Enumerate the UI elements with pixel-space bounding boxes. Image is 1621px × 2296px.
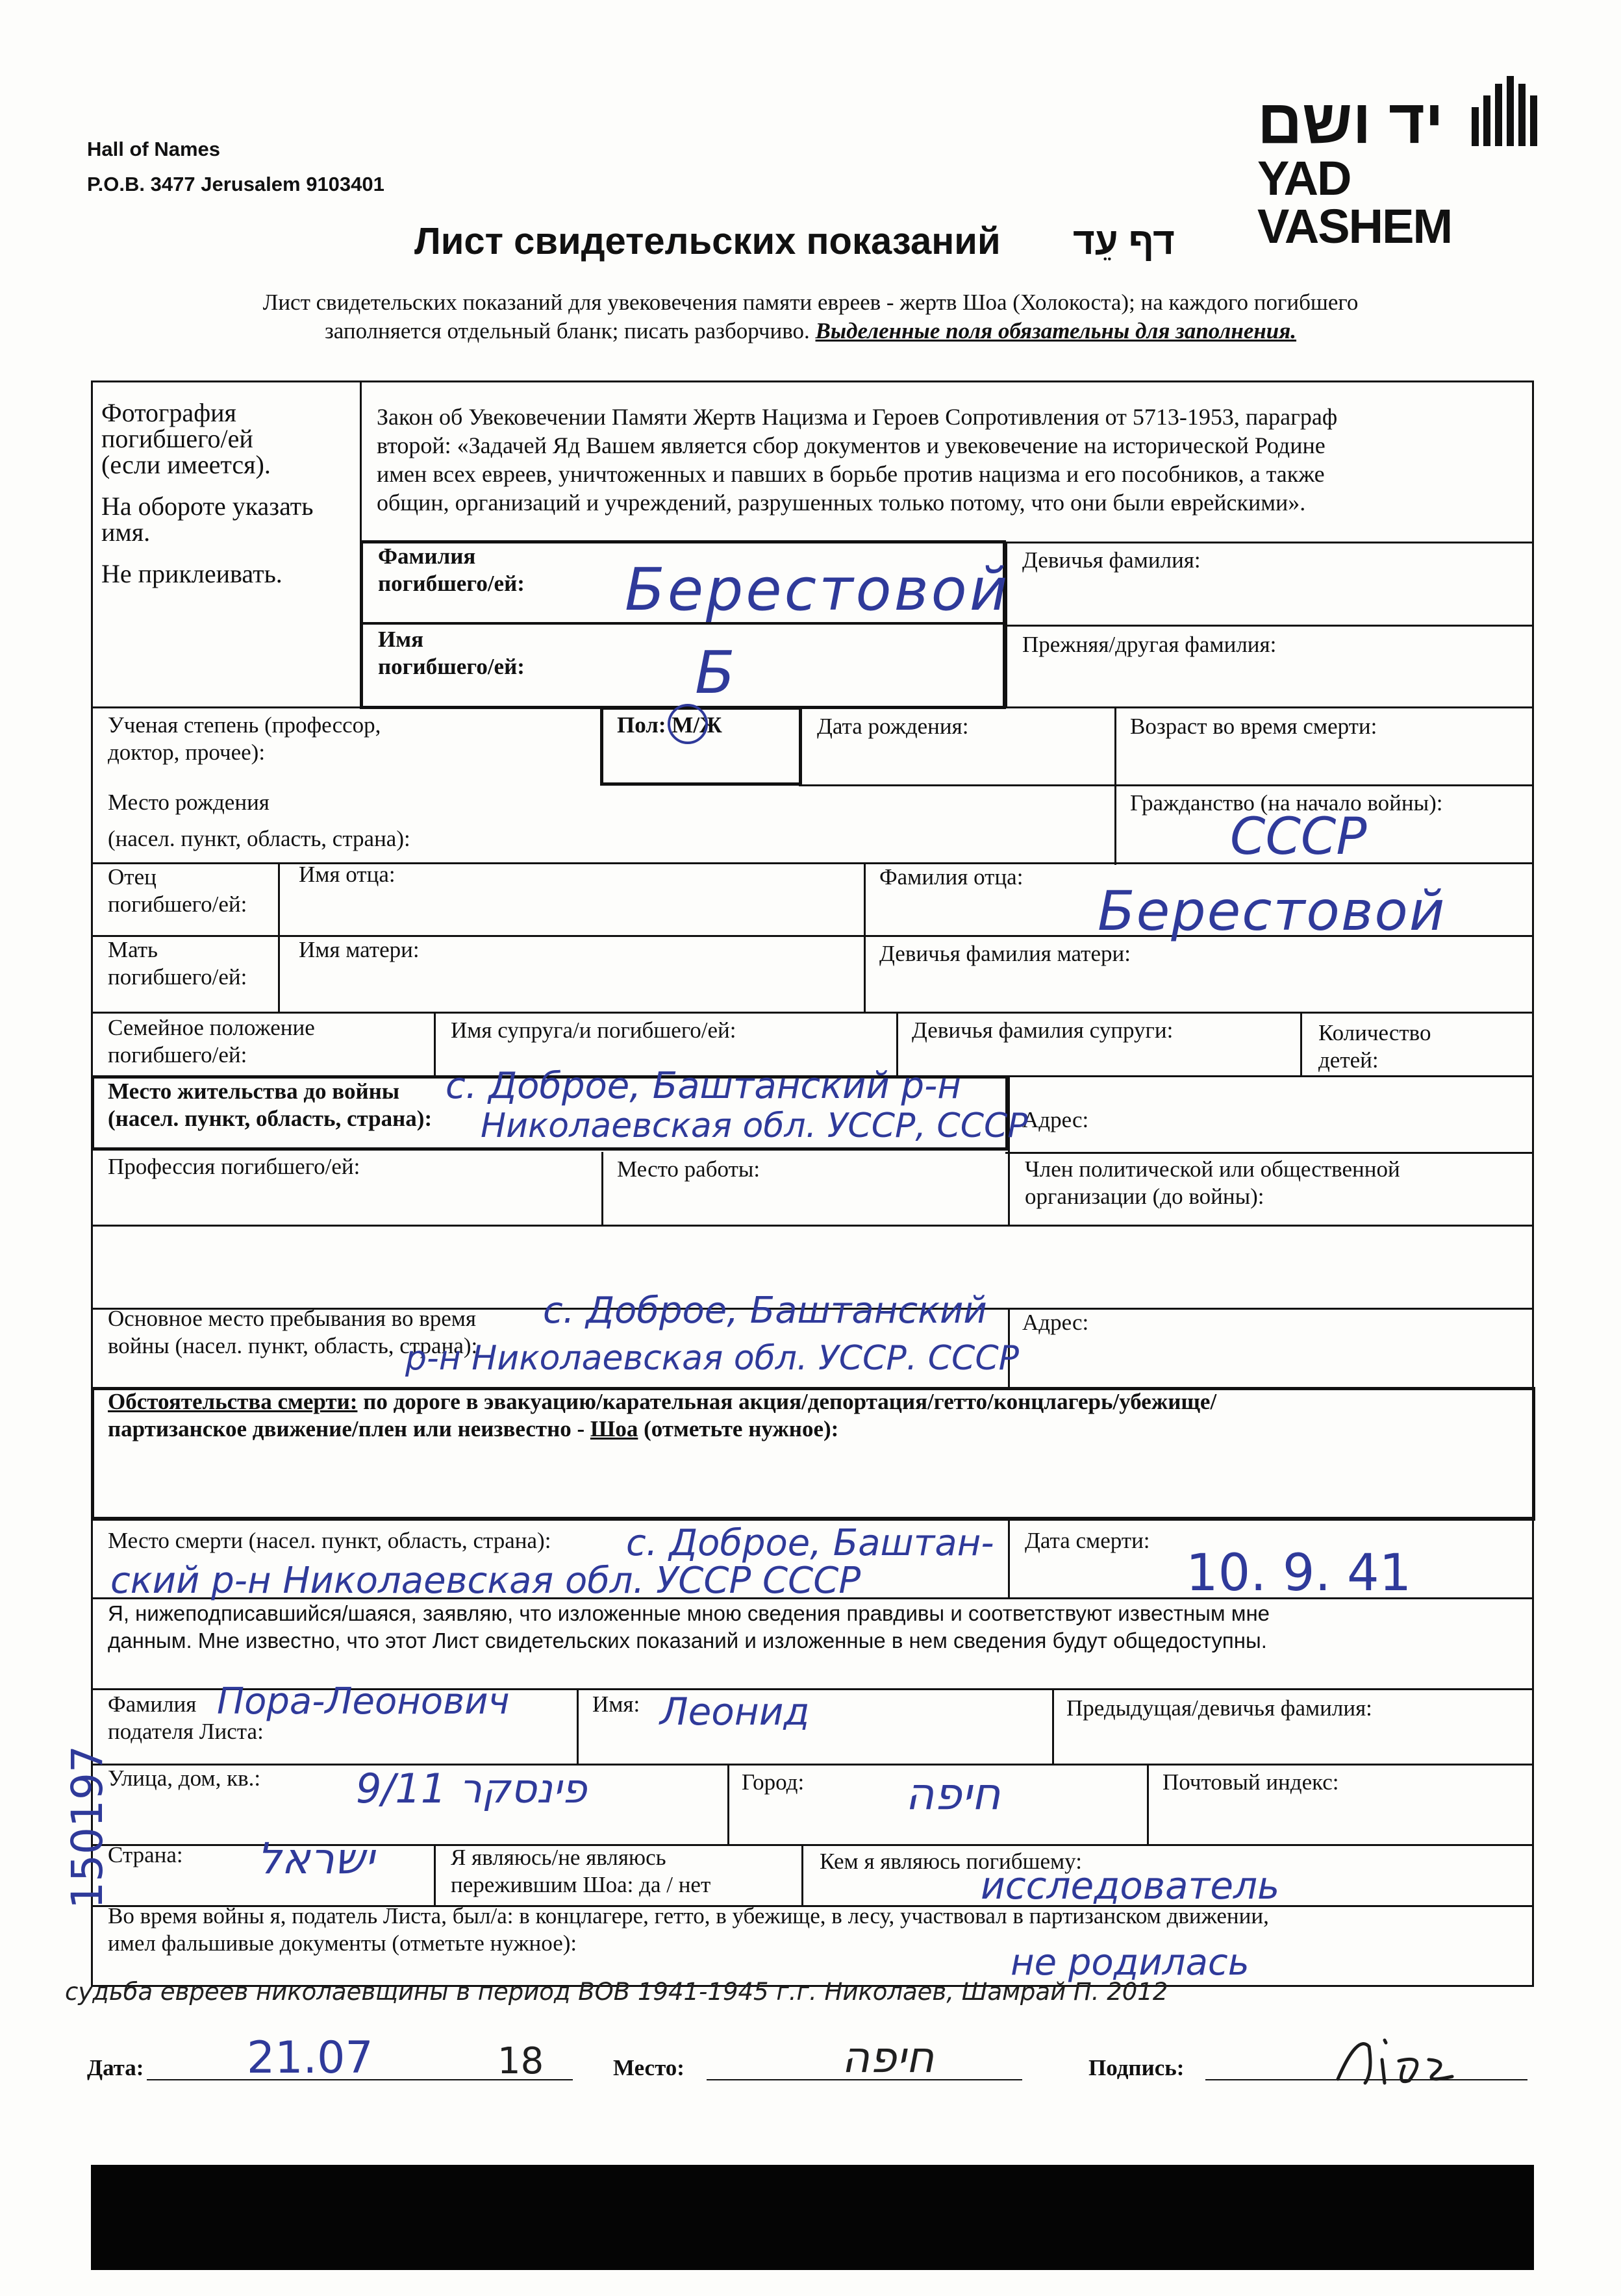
signature-label: Подпись:	[1088, 2055, 1185, 2080]
marital-label: Семейное положение погибшего/ей:	[108, 1015, 315, 1067]
father-name-label: Имя отца:	[299, 862, 396, 887]
handwritten-date: 21.07	[247, 2032, 373, 2084]
law-line-1: Закон об Увековечении Памяти Жертв Нацизма и Героев Сопротивления от 5713-1953, параграф	[377, 404, 1338, 430]
law-line-3: имен всех евреев, уничтоженных и павших в борьбе против нацизма и его пособников, а также	[377, 461, 1325, 487]
law-line-2: второй: «Задачей Яд Вашем является сбор документов и увековечение на исторической Родине	[377, 432, 1326, 458]
intro-line-1: Лист свидетельских показаний для увековечения памяти евреев - жертв Шоа (Холокоста); на каждого погибшего	[262, 290, 1359, 315]
handwritten-submitter-surname: Пора-Леонович	[217, 1680, 510, 1723]
organization-label: Член политической или общественной организации (до войны):	[1025, 1156, 1400, 1209]
maiden-name-label: Девичья фамилия:	[1022, 547, 1201, 573]
submitter-prev-surname-label: Предыдущая/девичья фамилия:	[1066, 1695, 1372, 1721]
mother-name-label: Имя матери:	[299, 937, 420, 962]
handwritten-place: חיפה	[842, 2032, 935, 2082]
handwritten-country: ישראל	[257, 1834, 375, 1884]
declaration-text: Я, нижеподписавшийся/шаяся, заявляю, что изложенные мною сведения правдивы и соответствуют известным мне данным. Мне известно, что этот Лист свидетельских показаний и изложенные в нем сведения будут общедоступны.	[108, 1601, 1270, 1653]
page-title-hebrew: דף עֵד	[1073, 220, 1175, 262]
handwritten-death-place-2: ский р-н Николаевская обл. УССР СССР	[110, 1560, 861, 1602]
submitter-surname-label: Фамилия подателя Листа:	[108, 1691, 264, 1744]
page-title: Лист свидетельских показаний	[414, 220, 1001, 262]
relation-label: Кем я являюсь погибшему:	[820, 1849, 1082, 1874]
mother-label: Мать погибшего/ей:	[108, 937, 247, 990]
photo-line-1: Фотография	[101, 398, 236, 427]
handwritten-citizenship: СССР	[1230, 808, 1367, 866]
submitter-wartime-label: Во время войны я, податель Листа, был/а: в концлагере, гетто, в убежище, в лесу, участвовал в партизанском движении, имел фальшивые документы (отметьте нужное):	[108, 1903, 1269, 1956]
date-label: Дата:	[87, 2055, 144, 2080]
law-text	[377, 403, 1337, 517]
logo-hebrew-text: יד ושם	[1257, 87, 1444, 156]
org-name: Hall of Names	[87, 138, 221, 160]
photo-note-1: На обороте указать	[101, 492, 314, 521]
handwritten-residence-1: с. Доброе, Баштанский р-н	[446, 1065, 961, 1107]
children-count-label: Количество детей:	[1318, 1020, 1431, 1073]
logo-latin-text: YAD VASHEM	[1257, 151, 1452, 253]
intro-mandatory-note: Выделенные поля обязательны для заполнения.	[815, 318, 1297, 343]
handwritten-wartime-1: с. Доброе, Баштанский	[543, 1290, 987, 1332]
surname-label: Фамилия погибшего/ей:	[378, 543, 525, 596]
city-label: Город:	[742, 1769, 805, 1795]
birthplace-label: Место рождения (насел. пункт, область, страна):	[108, 790, 410, 851]
gender-circle-mark	[668, 704, 708, 744]
handwritten-surname: Берестовой	[625, 556, 1011, 624]
photo-label	[101, 400, 314, 587]
country-label: Страна:	[108, 1842, 183, 1867]
handwritten-street: 9/11 פינסקר	[356, 1765, 587, 1812]
handwritten-father-surname: Берестовой	[1098, 879, 1446, 943]
handwritten-firstname: Б	[695, 639, 735, 707]
workplace-label: Место работы:	[617, 1156, 760, 1182]
photo-line-2: погибшего/ей	[101, 424, 253, 453]
zip-label: Почтовый индекс:	[1162, 1769, 1339, 1795]
photo-note-2: имя.	[101, 518, 151, 547]
degree-label: Ученая степень (профессор, доктор, прочее):	[108, 712, 381, 765]
firstname-label: Имя погибшего/ей:	[378, 627, 525, 679]
spouse-name-label: Имя супруга/и погибшего/ей:	[451, 1017, 736, 1043]
death-date-label: Дата смерти:	[1025, 1528, 1150, 1553]
other-surname-label: Прежняя/другая фамилия:	[1022, 632, 1277, 657]
age-label: Возраст во время смерти:	[1130, 714, 1377, 739]
gender-label: Пол: М/Ж	[617, 712, 722, 738]
residence-label: Место жительства до войны (насел. пункт, область, страна):	[108, 1079, 433, 1131]
place-label: Место:	[613, 2055, 685, 2080]
survivor-label: Я являюсь/не являюсь пережившим Шоа: да / нет	[451, 1845, 711, 1897]
photo-line-3: (если имеется).	[101, 450, 271, 479]
residence-address-label: Адрес:	[1022, 1107, 1089, 1132]
handwritten-not-survivor: не родилась	[1011, 1941, 1250, 1984]
handwritten-date-year: 18	[497, 2040, 544, 2082]
mother-maiden-label: Девичья фамилия матери:	[879, 941, 1131, 966]
handwritten-side-number: 150197	[62, 1745, 112, 1909]
handwritten-death-place-1: с. Доброе, Баштан-	[626, 1522, 994, 1564]
death-circumstances-label: Обстоятельства смерти: по дороге в эвакуацию/карательная акция/депортация/гетто/концлагерь/убежище/ партизанское движение/плен или неизвестно - Шоа (отметьте нужное):	[108, 1389, 1217, 1441]
handwritten-source-note: судьба евреев николаевщины в период ВОВ 1941-1945 г.г. Николаев, Шамрай П. 2012	[65, 1978, 1168, 2006]
org-address: P.O.B. 3477 Jerusalem 9103401	[87, 173, 384, 195]
birth-date-label: Дата рождения:	[817, 714, 969, 739]
spouse-maiden-label: Девичья фамилия супруги:	[912, 1017, 1174, 1043]
footer-black-band	[91, 2165, 1534, 2270]
handwritten-relation: исследователь	[981, 1864, 1280, 1908]
handwritten-residence-2: Николаевская обл. УССР, СССР	[481, 1106, 1028, 1145]
submitter-name-label: Имя:	[592, 1691, 640, 1717]
profession-label: Профессия погибшего/ей:	[108, 1154, 360, 1179]
intro-plain: заполняется отдельный бланк; писать разборчиво.	[324, 318, 816, 343]
wartime-address-label: Адрес:	[1022, 1310, 1089, 1335]
handwritten-wartime-2: р-н Николаевская обл. УССР. СССР	[405, 1339, 1020, 1378]
death-place-label: Место смерти (насел. пункт, область, страна):	[108, 1528, 551, 1553]
handwritten-death-date: 10. 9. 41	[1186, 1544, 1412, 1603]
wartime-place-label: Основное место пребывания во время войны (насел. пункт, область, страна):	[108, 1306, 478, 1358]
signature-scribble	[1331, 2021, 1461, 2092]
photo-note-3: Не приклеивать.	[101, 559, 283, 588]
father-surname-label: Фамилия отца:	[879, 864, 1024, 890]
law-line-4: общин, организаций и учреждений, разрушенных только потому, что они были еврейскими».	[377, 490, 1306, 516]
citizenship-label: Гражданство (на начало войны):	[1130, 790, 1443, 816]
street-label: Улица, дом, кв.:	[108, 1766, 261, 1791]
handwritten-city: חיפה	[905, 1769, 1001, 1820]
handwritten-submitter-name: Леонид	[660, 1690, 810, 1734]
father-label: Отец погибшего/ей:	[108, 864, 247, 917]
